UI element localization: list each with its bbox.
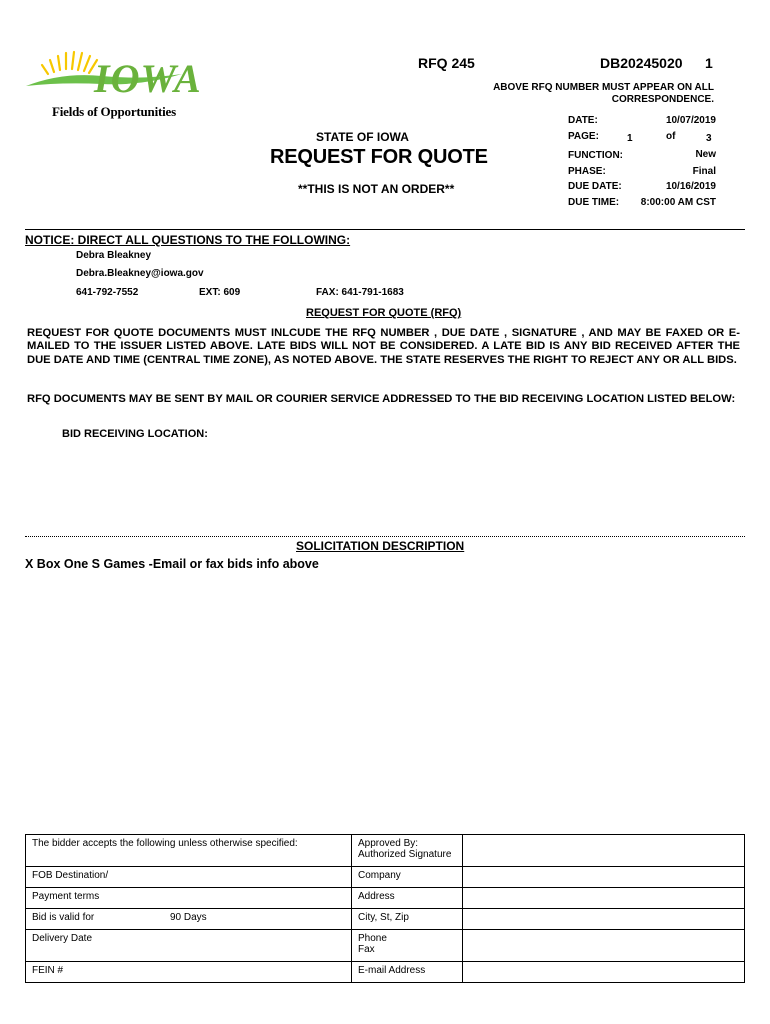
approved-by-label: Approved By: [358, 838, 419, 849]
state-of-iowa: STATE OF IOWA [316, 130, 409, 144]
contact-ext: EXT: 609 [199, 287, 241, 298]
table-row [26, 835, 745, 867]
phase-value: Final [692, 166, 716, 177]
bid-receiving-location-label: BID RECEIVING LOCATION: [62, 428, 208, 440]
address-label: Address [352, 888, 463, 909]
iowa-wordmark: IOWA [94, 56, 202, 101]
bid-valid-value: 90 Days [170, 912, 207, 923]
solicitation-description: X Box One S Games -Email or fax bids info above [25, 557, 319, 571]
approved-by-cell [352, 835, 463, 867]
page-of: of [666, 131, 676, 142]
company-field[interactable] [463, 867, 745, 888]
contact-fax: FAX: 641-791-1683 [316, 287, 404, 298]
phone-label: Phone [358, 933, 387, 944]
authorized-signature-label: Authorized Signature [358, 849, 452, 860]
company-label: Company [352, 867, 463, 888]
address-field[interactable] [463, 888, 745, 909]
terms-accept-cell: The bidder accepts the following unless otherwise specified: [26, 835, 352, 867]
rfq-suffix: 1 [705, 55, 713, 71]
rfq-paragraph-1: REQUEST FOR QUOTE DOCUMENTS MUST INLCUDE THE RFQ NUMBER , DUE DATE , SIGNATURE , AND MAY BE FAXED OR E-MAILED TO THE ISSUER LISTED ABOVE. LATE BIDS WILL NOT BE CONSIDERED. A LATE BID IS ANY BID RECEIVED AFTER THE DUE DATE AND TIME (CENTRAL TIME ZONE), AS NOTED ABOVE. THE STATE RESERVES THE RIGHT TO REJECT ANY OR ALL BIDS. [27, 327, 740, 366]
solicitation-divider [25, 536, 745, 537]
page-label: PAGE: [568, 131, 599, 142]
top-divider [25, 229, 745, 230]
bid-valid-cell [26, 909, 352, 930]
notice-heading: NOTICE: DIRECT ALL QUESTIONS TO THE FOLLOWING: [25, 233, 351, 247]
bid-valid-row [32, 912, 345, 923]
bidder-terms-table [25, 834, 745, 983]
page-total: 3 [706, 133, 712, 144]
rfq-section-heading: REQUEST FOR QUOTE (RFQ) [306, 307, 462, 319]
table-row [26, 867, 745, 888]
rfq-paragraph-2: RFQ DOCUMENTS MAY BE SENT BY MAIL OR COURIER SERVICE ADDRESSED TO THE BID RECEIVING LOCATION LISTED BELOW: [27, 393, 736, 405]
table-row [26, 962, 745, 983]
function-label: FUNCTION: [568, 150, 623, 161]
function-value: New [695, 149, 716, 160]
rfq-note-line2: CORRESPONDENCE. [611, 94, 714, 105]
fax-label: Fax [358, 944, 375, 955]
fein-cell: FEIN # [26, 962, 352, 983]
contact-name: Debra Bleakney [76, 250, 152, 261]
payment-terms-cell: Payment terms [26, 888, 352, 909]
email-address-field[interactable] [463, 962, 745, 983]
iowa-logo-graphic [22, 44, 202, 108]
delivery-date-cell: Delivery Date [26, 930, 352, 962]
rfq-note-line1: ABOVE RFQ NUMBER MUST APPEAR ON ALL [493, 82, 714, 93]
due-time-label: DUE TIME: [568, 197, 620, 208]
table-row [26, 888, 745, 909]
date-label: DATE: [568, 115, 598, 126]
email-address-label: E-mail Address [352, 962, 463, 983]
page-title: REQUEST FOR QUOTE [270, 146, 488, 168]
signature-field[interactable] [463, 835, 745, 867]
due-date-value: 10/16/2019 [665, 181, 716, 192]
due-date-label: DUE DATE: [568, 181, 622, 192]
table-row [26, 930, 745, 962]
page-value: 1 [627, 133, 633, 144]
contact-phone: 641-792-7552 [76, 287, 139, 298]
date-value: 10/07/2019 [665, 115, 716, 126]
table-row [26, 909, 745, 930]
fob-destination-cell: FOB Destination/ [26, 867, 352, 888]
not-an-order: **THIS IS NOT AN ORDER** [298, 182, 455, 196]
due-time-value: 8:00:00 AM CST [640, 197, 716, 208]
phase-label: PHASE: [568, 166, 606, 177]
logo-tagline: Fields of Opportunities [52, 104, 176, 119]
rfq-label: RFQ 245 [418, 55, 475, 71]
bid-valid-label: Bid is valid for [32, 912, 95, 923]
city-st-zip-label: City, St, Zip [352, 909, 463, 930]
phone-fax-field[interactable] [463, 930, 745, 962]
rfq-number: DB20245020 [600, 55, 683, 71]
contact-email[interactable]: Debra.Bleakney@iowa.gov [76, 268, 204, 279]
solicitation-heading: SOLICITATION DESCRIPTION [296, 539, 465, 553]
phone-fax-cell [352, 930, 463, 962]
city-st-zip-field[interactable] [463, 909, 745, 930]
